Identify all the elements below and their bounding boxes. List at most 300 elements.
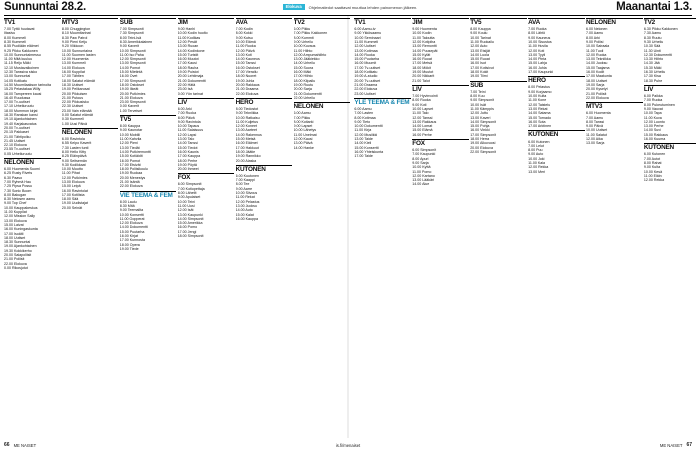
program-line: 11.00 Huvila xyxy=(528,44,548,49)
program-line: 10.00 Teini xyxy=(177,199,196,204)
program-line: 14.00 Kauneus xyxy=(235,57,260,62)
program-line: 17.30 Kisa xyxy=(643,74,661,79)
program-line: 15.00 Tanssi xyxy=(235,61,256,66)
program-line: 8.30 Paw Patrol xyxy=(61,35,88,40)
program-line: 16.00 Eläimet xyxy=(235,141,258,146)
program-line: 10.00 Sairaala xyxy=(586,44,610,49)
program-line: 11.00 Unelmat xyxy=(293,132,317,137)
schedule-column xyxy=(528,18,585,436)
program-line: 15.00 Kotiäidit xyxy=(119,154,143,159)
program-line: 21.00 Dokumentti xyxy=(293,91,322,96)
program-line: 15.00 Mietintä xyxy=(119,70,143,75)
channel-block xyxy=(294,102,351,150)
program-line: 17.00 Kunnosta xyxy=(119,238,145,243)
program-line: 23.00 Uutiset xyxy=(354,91,376,96)
schedule-column xyxy=(412,18,469,436)
program-line: 13.00 Rekat xyxy=(528,106,548,111)
channel-name: SUB xyxy=(120,18,177,27)
program-line: 15.00 Konsertti xyxy=(354,145,379,150)
program-line: 17.00 Taide xyxy=(354,154,373,159)
channel-name: JIM xyxy=(412,18,469,27)
program-line: 8.00 Kauppa xyxy=(470,27,491,32)
program-line: 6.00 Simpsonit xyxy=(412,148,437,153)
program-line: 9.00 Auto xyxy=(528,152,544,157)
program-line: 8.25 Eläinpäivä xyxy=(61,154,87,159)
program-line: 17.00 Kausi xyxy=(177,61,197,66)
program-line: 15.25 Pelastakaa Willy xyxy=(4,87,41,92)
program-line: 19.00 Ilkeät xyxy=(119,87,139,92)
program-line: 21.00 Draama xyxy=(235,87,259,92)
program-line: 16.00 Ostokset xyxy=(235,65,260,70)
channel-block xyxy=(412,139,469,187)
program-line: 9.00 Ravintola xyxy=(177,119,201,124)
channel-name: TV5 xyxy=(120,115,177,124)
program-line: 18.00 Kotikatu xyxy=(354,70,378,75)
program-line: 19.00 Rannikko xyxy=(235,154,261,159)
schedule-column xyxy=(120,18,177,436)
channel-name: HERO xyxy=(236,98,293,107)
program-line: 13.00 Rakkaus xyxy=(412,119,437,124)
program-line: 9.00 Kulta xyxy=(643,165,661,170)
program-line: 10.00 Kesä xyxy=(643,169,663,174)
channel-block xyxy=(644,18,696,83)
program-line: 16.00 Ravintolat xyxy=(61,188,88,193)
program-line: 8.00 Hello Kitty xyxy=(61,149,87,154)
channel-name: NELONEN xyxy=(62,128,119,137)
program-line: 14.00 Luola xyxy=(470,52,489,57)
program-line: 9.00 Apulaiset xyxy=(177,195,201,200)
program-line: 14.00 Puusepät xyxy=(412,48,438,53)
program-line: 14.00 Ruoka xyxy=(354,52,375,57)
program-line: 14.30 Jää xyxy=(643,61,660,66)
program-line: 6.00 Ravintola xyxy=(61,137,85,142)
program-line: 20.00 Kyselyt xyxy=(586,87,608,92)
program-line: 21.00 Poliisit xyxy=(586,91,607,96)
program-line: 6.00 Huomenta xyxy=(586,111,611,116)
program-line: 20.00 Nikkarit xyxy=(412,74,435,79)
program-line: 10.00 Elämä xyxy=(235,39,256,44)
program-line: 11.00 Kone xyxy=(528,98,547,103)
channel-block xyxy=(236,98,293,163)
program-line: 20.00 Ihmeet xyxy=(177,167,199,172)
channel-name: AVA xyxy=(528,18,585,27)
program-line: 7.30 Lasten tunti xyxy=(61,145,89,150)
program-line: 8.00 Puu xyxy=(528,148,543,153)
program-line: 17.00 Etsivät xyxy=(119,162,141,167)
program-line: 6.30 Paavo xyxy=(4,175,23,180)
program-line: 10.00 Kauppakeskus xyxy=(4,205,38,210)
program-line: 12.00 Lapsi xyxy=(177,132,197,137)
program-line: 16.00 Muutot xyxy=(177,57,199,62)
program-line: 10.00 Sisustus xyxy=(528,39,552,44)
program-line: 8.00 Päivä xyxy=(177,115,195,120)
program-line: 16.00 Ovet xyxy=(119,74,138,79)
program-line: 0.00 Rikosjutut xyxy=(4,265,28,270)
channel-block xyxy=(236,165,293,221)
channel-name: JIM xyxy=(178,18,235,27)
program-line: 14.00 Pinta xyxy=(528,57,547,62)
program-line: 22.00 Hätä xyxy=(177,82,196,87)
right-publication-name: ME NAISET xyxy=(659,442,683,448)
program-line: 12.00 Kausi xyxy=(293,137,313,142)
program-line: 15.00 Kylät xyxy=(412,52,431,57)
channel-block xyxy=(62,18,119,126)
program-line: 6.00 Kuutonen xyxy=(235,173,259,178)
program-line: 6.00 Pikku xyxy=(293,27,311,32)
program-line: 14.00 Hanke xyxy=(293,145,314,150)
program-line: 13.00 Kummeli xyxy=(61,61,86,66)
program-line: 20.00 Tv-uutiset xyxy=(4,125,30,130)
program-line: 8.00 Kokki xyxy=(235,31,253,36)
channel-block xyxy=(354,98,411,159)
program-line: 8.00 Kauppa xyxy=(119,124,141,129)
program-line: 22.30 Uutiset xyxy=(61,104,84,109)
program-line: 8.30 Kummeli xyxy=(4,39,26,44)
program-line: 16.00 Kuningaskunta xyxy=(4,227,38,232)
program-line: 11.00 Salaisuus xyxy=(177,128,203,133)
channel-name: TV1 xyxy=(4,18,61,27)
program-line: 13.00 Tyyli xyxy=(528,52,546,57)
program-line: 18.00 Herra xyxy=(470,137,490,142)
program-line: 23.55 Tv-uutiset xyxy=(4,147,30,152)
program-line: 13.30 Hiihto xyxy=(643,57,664,62)
program-line: 8.30 Nelosen aamu xyxy=(4,197,36,202)
program-line: 18.00 Sää xyxy=(61,197,79,202)
program-line: 10.00 Lapset xyxy=(412,106,434,111)
program-line: 12.00 Aika xyxy=(586,137,603,142)
channel-name: TV2 xyxy=(294,18,351,27)
channel-block xyxy=(644,85,696,141)
program-line: 14.00 Pomot xyxy=(119,65,141,70)
program-line: 16.00 Tampereen kausi xyxy=(4,91,42,96)
channel-name: AVA xyxy=(236,18,293,27)
program-line: 7.00 Kaappi xyxy=(235,178,255,183)
schedule-column xyxy=(294,18,351,436)
program-line: 1.00 Terveiset xyxy=(119,108,143,113)
program-line: 19.00 Ajankohtainen xyxy=(4,244,37,249)
program-line: 6.00 Arki xyxy=(177,106,192,111)
program-line: 8.00 Ruoka xyxy=(412,98,431,103)
program-line: 12.00 Ampumahiihto xyxy=(293,52,327,57)
channel-name: SUB xyxy=(470,81,527,90)
program-line: 18.30 Ranskan kansi xyxy=(4,113,38,118)
channel-name: TV2 xyxy=(644,18,696,27)
program-line: 18.00 Uutiset xyxy=(586,78,608,83)
program-line: 19.30 Kokkikerho xyxy=(4,248,32,253)
program-line: 11.00 Kodikas xyxy=(177,35,201,40)
program-line: 14.50 Muumilaakson tarinoita xyxy=(4,82,51,87)
program-line: 8.00 Kummit xyxy=(293,35,314,40)
schedule-column xyxy=(236,18,293,436)
program-line: 9.00 Simpsonit xyxy=(470,98,494,103)
program-line: 0.00 Kaverit xyxy=(119,104,139,109)
program-line: 8.00 Chuggington xyxy=(61,27,91,32)
program-line: 10.00 Ratkaisu xyxy=(235,115,260,120)
program-line: 7.00 Teini xyxy=(470,89,486,94)
program-line: 9.00 Huomenta xyxy=(412,27,437,32)
program-line: 15.00 Kalat xyxy=(235,212,254,217)
program-line: 10.00 Isät xyxy=(470,102,486,107)
program-line: 7.00 Lelut xyxy=(528,143,544,148)
program-line: 21.45 Uutiset xyxy=(4,138,26,143)
program-line: 8.00 Pukeutuminen xyxy=(643,102,675,107)
program-line: 6.00 Aamu xyxy=(293,111,311,116)
program-line: 13.00 Kaupunki xyxy=(177,212,203,217)
program-line: 14.00 Tanssi xyxy=(177,141,198,146)
right-page-day-title: Maanantai 1.3. xyxy=(616,1,692,13)
program-line: 10.00 Konsertti xyxy=(119,212,144,217)
program-line: 11.00 Kämppis xyxy=(470,106,494,111)
program-line: 15.00 Tiedot xyxy=(177,145,198,150)
program-line: 7.00 Ryhmä Hau xyxy=(4,179,31,184)
program-line: 13.00 Päivä xyxy=(293,141,313,146)
program-line: 11.00 Ruokailu xyxy=(470,39,494,44)
program-line: 19.00 Pelikarusat xyxy=(61,87,90,92)
channel-block xyxy=(586,18,643,100)
channel-name: KUTONEN xyxy=(528,130,585,139)
program-line: 19.00 Sarja xyxy=(586,82,605,87)
program-line: 0.00 Yön tarinat xyxy=(177,91,203,96)
program-line: 13.00 Kaveri xyxy=(470,115,491,120)
channel-block xyxy=(120,115,177,189)
program-line: 20.00 Alaska xyxy=(235,158,257,163)
program-line: 9.00 Kutsu xyxy=(235,35,253,40)
channel-name: FOX xyxy=(178,173,235,182)
program-line: 7.00 Hyvinvointi xyxy=(412,94,438,99)
program-line: 13.00 Meri xyxy=(528,169,546,174)
program-line: 19.40 Karjakasvatus xyxy=(4,121,37,126)
program-line: 13.00 Lääkäri xyxy=(412,178,435,183)
program-line: 13.00 Juoksu xyxy=(235,203,257,208)
program-line: 8.00 Bakugan xyxy=(4,192,27,197)
channel-name: MTV3 xyxy=(62,18,119,27)
website-link[interactable]: is.fi/menaiset xyxy=(335,442,361,448)
program-line: 8.00 Teini-Isä xyxy=(119,35,142,40)
program-line: 22.00 Elokuva xyxy=(235,91,259,96)
program-line: 11.00 Suomen lasten xyxy=(61,52,96,57)
program-line: 6.00 Simpsonit xyxy=(177,182,202,187)
left-page-day-title: Sunnuntai 28.2. xyxy=(4,1,86,13)
program-line: 13.00 Aarteet xyxy=(235,128,257,133)
channel-block xyxy=(62,128,119,210)
program-line: 16.00 Juhla xyxy=(528,65,547,70)
program-line: 8.00 Lähtö xyxy=(528,31,546,36)
program-line: 10.00 Tapaus xyxy=(177,124,200,129)
program-line: 7.00 Aamu xyxy=(586,31,604,36)
left-page-number: 66 xyxy=(4,442,10,448)
program-line: 7.30 Simpsonit xyxy=(119,31,144,36)
program-line: 17.00 Kotisivut xyxy=(470,65,494,70)
program-line: 11.30 Uinti xyxy=(643,48,661,53)
program-line: 15.00 Amerikka xyxy=(177,221,203,226)
program-line: 23.00 Simpsonit xyxy=(119,100,146,105)
program-line: 10.00 Mobiili xyxy=(119,132,140,137)
program-line: 7.00 Simpsonit xyxy=(119,27,144,32)
channel-block xyxy=(178,173,235,238)
program-line: 7.00 Pikku Kakkonen xyxy=(293,31,328,36)
program-line: 14.00 Auto xyxy=(235,208,253,213)
program-line: 12.00 Luonto xyxy=(643,119,665,124)
program-line: 13.00 Remontti xyxy=(412,44,437,49)
program-line: 6.00 Paikka xyxy=(643,94,663,99)
program-line: 18.00 Nuoret xyxy=(235,74,257,79)
program-info-strip xyxy=(150,0,550,14)
program-line: 17.00 Kaupunki xyxy=(528,70,554,75)
program-line: 23.00 Isä xyxy=(177,87,193,92)
program-line: 6.00 Nelonen xyxy=(586,27,608,32)
program-line: 7.00 Kaupunki xyxy=(412,152,436,157)
program-line: 16.00 Pomo xyxy=(177,225,198,230)
program-line: 8.00 Arki xyxy=(586,35,600,40)
center-footer xyxy=(4,440,692,450)
channel-name: LIV xyxy=(412,85,469,94)
program-line: 9.00 Lapset xyxy=(293,124,313,129)
program-line: 12.00 Auto xyxy=(470,44,488,49)
program-line: 11.00 Kala xyxy=(528,161,546,165)
program-line: 16.00 Kirjat xyxy=(119,234,138,239)
channel-block xyxy=(528,130,585,173)
program-line: 18.30 Uutiset xyxy=(61,82,84,87)
program-line: 10.00 Kyttä xyxy=(412,165,431,170)
program-line: 17.00 Vierailu xyxy=(235,70,258,75)
program-line: 11.00 Iso Paha xyxy=(119,52,144,57)
program-line: 9.25 Pikku Kakkonen xyxy=(4,48,38,53)
program-line: 17.00 Tv-uutiset xyxy=(4,100,30,105)
program-line: 8.00 Tee xyxy=(235,182,250,187)
program-line: 8.00 Laulu xyxy=(119,199,137,204)
program-line: 13.00 Simpsonit xyxy=(119,61,146,66)
program-line: 13.00 Talo xyxy=(177,137,195,142)
program-line: 12.10 Mustavalkoinen xyxy=(4,65,39,70)
program-line: 17.10 Urheiluruutu xyxy=(4,104,34,109)
program-line: 7.00 Pikku xyxy=(293,115,311,120)
program-line: 9.00 Pieni Ketju xyxy=(61,39,88,44)
program-line: 13.00 Taide xyxy=(354,137,373,142)
program-line: 17.00 Simpsonit xyxy=(470,132,496,137)
program-line: 8.00 Kotiarki xyxy=(293,119,314,124)
program-line: 18.00 Kokit xyxy=(470,70,489,75)
channel-block xyxy=(354,18,411,96)
program-line: 15.00 Laivat xyxy=(4,222,24,227)
program-line: 8.30 Mitä xyxy=(119,203,135,208)
program-line: 19.00 A-studio xyxy=(354,74,378,79)
program-line: 16.30 Urheilu xyxy=(643,70,666,75)
program-line: 20.00 Pikkuisen xyxy=(61,91,88,96)
program-line: 13.00 Jääkiekko xyxy=(293,57,320,62)
program-line: 12.00 Kartano xyxy=(412,173,435,178)
program-line: 6.00 Kutonen xyxy=(643,152,666,157)
program-line: 9.00 Päivä xyxy=(586,124,603,129)
program-line: 8.10 Muumitarinat xyxy=(61,31,91,36)
program-line: 19.00 Tiimi xyxy=(470,74,488,79)
program-line: 16.00 Perhe xyxy=(412,132,432,137)
program-line: 21.00 Tähtipolku xyxy=(4,134,31,139)
channel-block xyxy=(586,102,643,145)
program-line: 9.00 Seitsemän xyxy=(61,158,87,163)
program-line: 15.00 Tornado xyxy=(528,115,552,120)
program-line: 12.00 Pieni xyxy=(119,141,138,146)
program-line: 12.00 Putkimies xyxy=(61,175,88,180)
program-line: 16.00 Sota xyxy=(528,119,546,124)
channel-name: KUTONEN xyxy=(236,165,293,174)
program-line: 23.00 Vain elämää xyxy=(61,108,92,113)
program-line: 8.00 Kuu xyxy=(470,94,485,99)
program-line: 9.00 Korjaamo xyxy=(528,89,552,94)
program-line: 10.00 Joki xyxy=(528,156,545,161)
program-line: 9.20 Viikkoon xyxy=(61,44,84,49)
program-line: 9.00 Poliisi xyxy=(586,39,604,44)
program-line: 13.00 Perhe xyxy=(643,124,664,129)
program-line: 13.00 Tekniikka xyxy=(586,57,611,62)
program-line: 21.00 Putous xyxy=(61,95,84,100)
program-line: 19.00 Tiede xyxy=(119,246,139,251)
program-line: 0.05 Urheiluruutu xyxy=(4,151,32,156)
program-line: 9.30 Urheilu xyxy=(643,39,664,44)
program-line: 10.00 Tarinat xyxy=(470,35,491,40)
program-line: 12.00 Tanssi xyxy=(412,115,433,120)
program-line: 14.00 Juoksu xyxy=(586,61,608,66)
program-line: 14.00 Rakennus xyxy=(235,132,262,137)
program-line: 13.00 Ruoan xyxy=(177,44,199,49)
program-line: 12.00 Ruoka xyxy=(586,52,607,57)
program-line: 20.15 Pakkaset xyxy=(4,130,29,135)
program-line: 14.00 Simpsonit xyxy=(470,119,496,124)
program-line: 16.00 Pomot xyxy=(119,158,141,163)
program-line: 11.00 Kummeli xyxy=(354,39,379,44)
program-line: 7.00 Aamu xyxy=(586,115,604,120)
program-line: 6.00 Aamu-tv xyxy=(354,27,376,32)
program-line: 12.00 Kotipiha xyxy=(412,39,436,44)
program-line: 14.00 Alue xyxy=(412,182,430,187)
program-line: 16.00 Vinkki xyxy=(470,128,490,133)
program-line: 9.00 Aarre xyxy=(235,186,253,191)
program-line: 15.00 Pohja xyxy=(470,124,490,129)
channel-name: TV1 xyxy=(354,18,411,27)
disclaimer-text: Ohjelmatiedot saattavat muuttua lehden painomenon jälkeen. xyxy=(308,4,418,10)
program-line: 10.00 Uutiset xyxy=(586,128,608,133)
program-line: 10.00 Kodin xyxy=(412,31,432,36)
program-line: 11.00 Uusi xyxy=(177,203,195,208)
program-line: 10.00 Siivous xyxy=(235,191,258,196)
program-line: 14.00 Simpsonit xyxy=(177,216,204,221)
program-line: 10.00 Kulta xyxy=(528,94,547,99)
program-line: 18.00 Mummon kirjat xyxy=(4,108,38,113)
program-line: 11.00 Eläin xyxy=(643,173,662,178)
channel-block xyxy=(236,18,293,96)
channel-block xyxy=(4,18,61,156)
program-line: 7.00 Autot xyxy=(643,156,661,161)
program-line: 0.00 Salatut elämät xyxy=(61,113,93,118)
program-line: 12.00 Musiikki xyxy=(354,132,378,137)
program-line: 16.00 Kodit xyxy=(586,70,605,75)
program-line: 17.00 Jengi xyxy=(177,229,197,234)
program-line: 11.00 Kuljetus xyxy=(235,119,259,124)
program-line: 11.00 Oopperat xyxy=(119,216,145,221)
program-line: 12.00 Koti xyxy=(528,48,545,53)
program-line: 8.00 Lähetit xyxy=(177,191,197,196)
program-line: 15.00 Leipä xyxy=(61,184,81,189)
channel-block xyxy=(178,18,235,96)
program-line: 20.00 Tv-uutiset xyxy=(354,78,381,83)
program-line: 15.00 Elämä xyxy=(412,128,433,133)
program-line: 22.00 Urheilu xyxy=(293,95,315,100)
program-line: 20.00 Putkimies xyxy=(119,91,146,96)
program-line: 11.00 Taloutta xyxy=(412,35,435,40)
channel-name: YLE TEEMA & FEM xyxy=(354,98,410,106)
program-line: 20.00 Elokuva xyxy=(470,145,493,150)
channel-name: FOX xyxy=(412,139,469,148)
program-line: 16.00 Isot xyxy=(470,61,486,66)
